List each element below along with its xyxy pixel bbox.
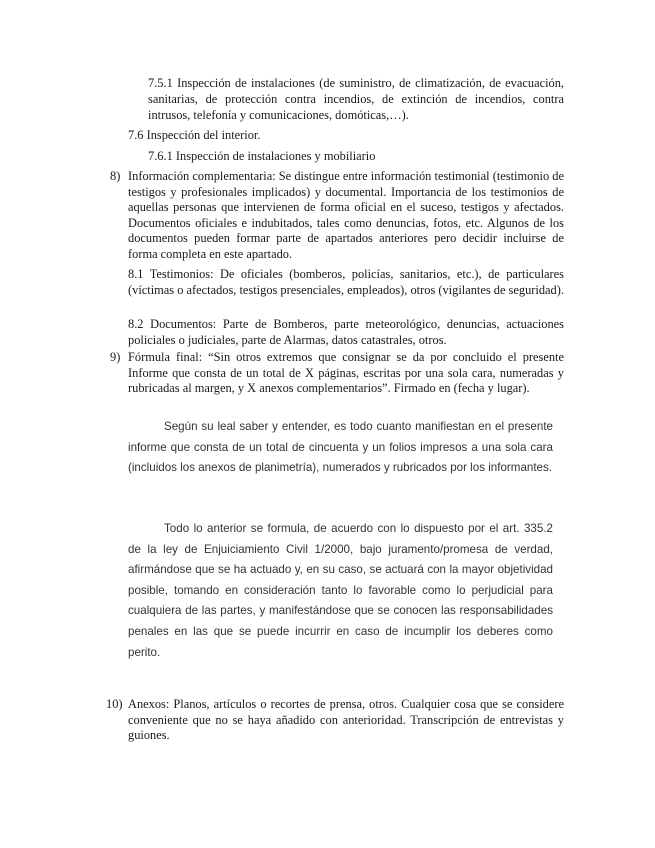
item-10-text: Anexos: Planos, artículos o recortes de prensa, otros. Cualquier cosa que se considere conveniente que no se haya añadido con anterioridad. Transcripción de entrevistas y guiones. <box>128 697 564 743</box>
item-8-text: Información complementaria: Se distingue entre información testimonial (testimonio de testigos y profesionales implicados) y documental. Importancia de los testimonios de aquellas personas que intervienen de forma oficial en el suceso, testigos y afectados. Documentos oficiales e indubitados, tales como denuncias, fotos, etc. Algunos de los documentos pueden formar parte de apartados anteriores pero decidir incluirse de forma completa en este apartado. <box>128 169 564 261</box>
item-9-number: 9) <box>110 350 121 364</box>
item-8-1-testimonios: 8.1 Testimonios: De oficiales (bomberos, policías, sanitarios, etc.), de particulares (víctimas o afectados, testigos presenciales, empleados), otros (vigilantes de seguridad). <box>128 267 564 297</box>
quote-paragraph-2: Todo lo anterior se formula, de acuerdo con lo dispuesto por el art. 335.2 de la ley de Enjuiciamiento Civil 1/2000, bajo juramento/promesa de verdad, afirmándose que se ha actuado y, en su caso, se actuará con la mayor objetividad posible, tomando en consideración tanto lo favorable como lo perjudicial para cualquiera de las partes, y manifestándose que se conocen las responsabilidades penales en las que se puede incurrir en caso de incumplir los deberes como perito. <box>128 522 553 659</box>
quote-paragraph-1: Según su leal saber y entender, es todo cuanto manifiestan en el presente informe que consta de un total de cincuenta y un folios impresos a una sola cara (incluidos los anexos de planimetría), numerados y rubricados por los informantes. <box>128 420 553 475</box>
section-7-5-1-line1: 7.5.1 Inspección de instalaciones (de suministro, de climatización, de evacuación, <box>148 76 564 90</box>
section-7-6-1: 7.6.1 Inspección de instalaciones y mobiliario <box>148 149 376 163</box>
item-8-2-documentos: 8.2 Documentos: Parte de Bomberos, parte meteorológico, denuncias, actuaciones policiales o judiciales, parte de Alarmas, datos catastrales, otros. <box>128 317 564 347</box>
item-10-number: 10) <box>106 697 123 711</box>
item-9-text: Fórmula final: “Sin otros extremos que consignar se da por concluido el presente Informe que consta de un total de X páginas, escritas por una sola cara, numeradas y rubricadas al margen, y X anexos complementarios”. Firmado en (fecha y lugar). <box>128 350 564 396</box>
section-7-5-1-line3: intrusos, telefonía y comunicaciones, domóticas,…). <box>148 108 409 122</box>
section-7-6: 7.6 Inspección del interior. <box>128 128 261 142</box>
section-7-5-1-line2: sanitarias, de protección contra incendios, de extinción de incendios, contra <box>148 92 564 106</box>
item-8-number: 8) <box>110 169 121 183</box>
